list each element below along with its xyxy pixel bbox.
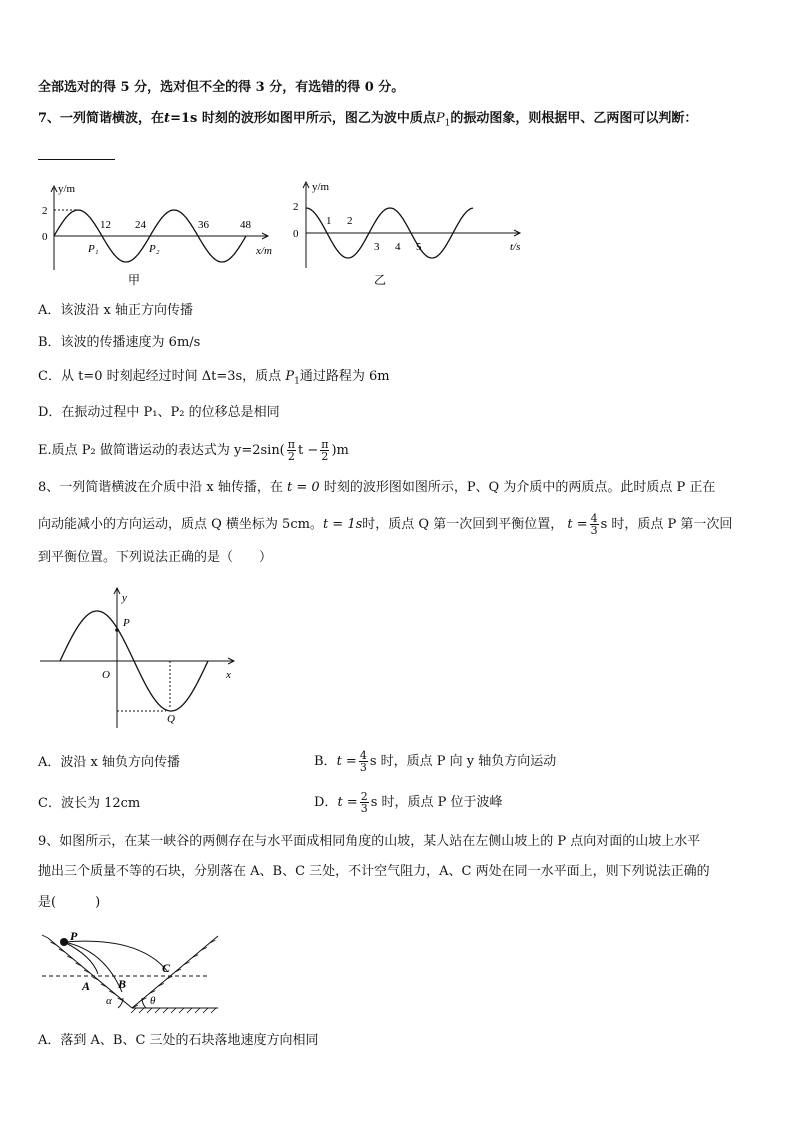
- q8-point-p: P: [123, 617, 130, 629]
- hatch-mark: [155, 1008, 160, 1013]
- jia-origin: 0: [42, 231, 48, 243]
- jia-xtick-36: 36: [198, 219, 209, 231]
- yi-caption: 乙: [374, 273, 387, 287]
- q7-option-d[interactable]: D．在振动过程中 P₁、P₂ 的位移总是相同: [38, 405, 280, 420]
- figure-jia: [36, 178, 286, 288]
- jia-xtick-12: 12: [100, 219, 111, 231]
- jia-xlabel: x/m: [256, 245, 272, 257]
- jia-ylabel: y/m: [58, 183, 76, 195]
- question-8-line-2: 向动能减小的方向运动，质点 Q 横坐标为 5cm。t = 1s时，质点 Q 第一次回到平衡位置， t = $\frac{4}{3}$ s 时，质点 P 第一次回: [38, 512, 733, 537]
- q8-option-a[interactable]: A．波沿 x 轴负方向传播: [38, 755, 180, 770]
- hatch-mark: [171, 1008, 176, 1013]
- answer-blank: [38, 159, 115, 160]
- q9-point-p: P: [70, 929, 78, 943]
- q9-option-a[interactable]: A．落到 A、B、C 三处的石块落地速度方向相同: [38, 1033, 319, 1048]
- jia-p2: P₂: [149, 243, 160, 255]
- yi-ytick: 2: [293, 201, 299, 213]
- figure-q8: [38, 582, 248, 730]
- jia-xtick-24: 24: [135, 219, 146, 231]
- hatch-mark: [195, 1008, 200, 1013]
- hatch-mark: [131, 1008, 136, 1013]
- q8-xlabel: x: [226, 669, 231, 681]
- hatch-mark: [211, 1008, 216, 1013]
- q7-option-b[interactable]: B．该波的传播速度为 6m/s: [38, 335, 201, 350]
- yi-ttick-5: 5: [416, 241, 422, 253]
- q8-option-c[interactable]: C．波长为 12cm: [38, 796, 141, 811]
- figure-yi: [288, 176, 538, 288]
- hatch-mark: [42, 935, 48, 938]
- hatch-mark: [139, 1008, 144, 1013]
- jia-ytick: 2: [42, 205, 48, 217]
- yi-xlabel: t/s: [510, 241, 521, 253]
- hatch-mark: [203, 1008, 208, 1013]
- instruction-line: 全部选对的得 5 分，选对但不全的得 3 分，有选错的得 0 分。: [38, 80, 405, 95]
- hatch-mark: [187, 1008, 192, 1013]
- q9-point-a: A: [82, 979, 91, 993]
- q9-alpha: α: [106, 995, 112, 1007]
- question-9-line-1: 9、如图所示，在某一峡谷的两侧存在与水平面成相同角度的山坡，某人站在左侧山坡上的 P 点向对面的山坡上水平: [38, 834, 701, 849]
- q7-option-a[interactable]: A．该波沿 x 轴正方向传播: [38, 303, 193, 318]
- q9-theta: θ: [150, 995, 156, 1007]
- q8-option-d[interactable]: D．t = $\frac{2}{3}$ s 时，质点 P 位于波峰: [314, 790, 503, 815]
- hatch-mark: [179, 1008, 184, 1013]
- figure-q9: [40, 926, 230, 1016]
- yi-ttick-1: 1: [326, 215, 332, 227]
- q8-option-b[interactable]: B．t = $\frac{4}{3}$ s 时，质点 P 向 y 轴负方向运动: [314, 749, 557, 774]
- question-8-line-1: 8、一列简谐横波在介质中沿 x 轴传播，在 t = 0 时刻的波形图如图所示，P、Q 为介质中的两质点。此时质点 P 正在: [38, 480, 716, 495]
- hatch-mark: [147, 1008, 152, 1013]
- jia-p1: P₁: [88, 243, 99, 255]
- jia-xtick-48: 48: [240, 219, 251, 231]
- yi-ttick-4: 4: [395, 241, 401, 253]
- q8-origin: O: [102, 669, 110, 681]
- question-7-stem: 7、一列简谐横波，在t=1s 时刻的波形如图甲所示，图乙为波中质点$P_1$的振动图象，则根据甲、乙两图可以判断：: [38, 111, 698, 129]
- yi-origin: 0: [293, 228, 299, 240]
- q9-point-c: C: [162, 961, 171, 975]
- yi-ttick-3: 3: [374, 241, 380, 253]
- yi-ttick-2: 2: [347, 215, 353, 227]
- question-9-line-3: 是( ): [38, 895, 101, 910]
- question-8-line-3: 到平衡位置。下列说法正确的是（ ）: [38, 550, 273, 565]
- q7-option-e[interactable]: E.质点 P₂ 做简谐运动的表达式为 y=2sin( $\frac{\pi}{2}$ t − $\frac{\pi}{2}$ )m: [38, 438, 349, 463]
- q8-ylabel: y: [122, 592, 127, 604]
- q9-point-b: B: [118, 977, 127, 991]
- hatch-mark: [163, 1008, 168, 1013]
- jia-caption: 甲: [128, 273, 141, 287]
- yi-ylabel: y/m: [312, 181, 330, 193]
- q8-point-q: Q: [167, 713, 175, 725]
- question-9-line-2: 抛出三个质量不等的石块，分别落在 A、B、C 三处，不计空气阻力，A、C 两处在同一水平面上，则下列说法正确的: [38, 864, 710, 879]
- q7-option-c[interactable]: C．从 t=0 时刻起经过时间 Δt=3s，质点 $P_1$通过路程为 6m: [38, 369, 390, 387]
